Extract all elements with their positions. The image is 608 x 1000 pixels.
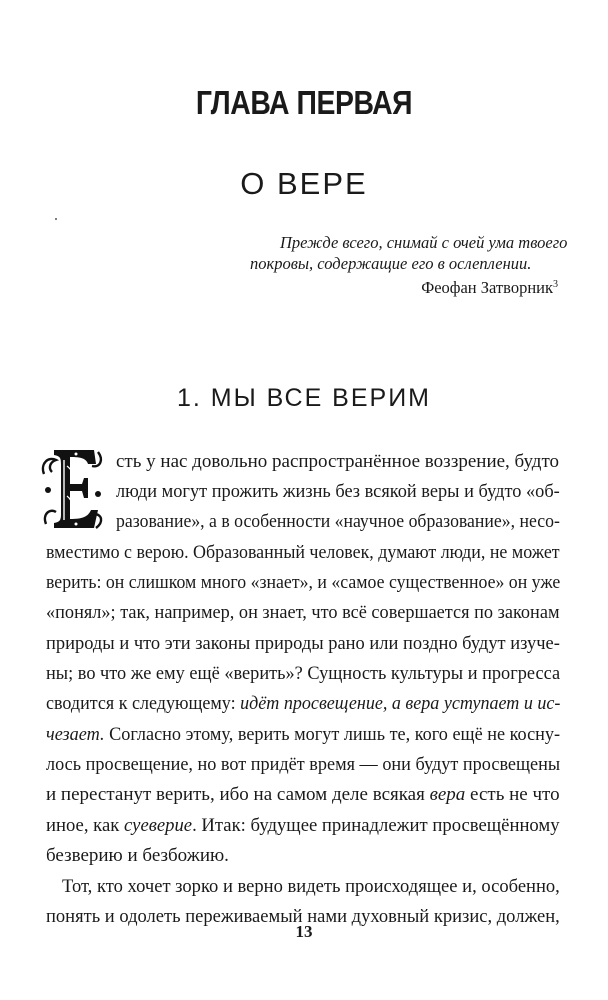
text-line: «понял»; так, например, он знает, что всё совершается по законам xyxy=(46,602,560,623)
text-line xyxy=(46,780,560,810)
text-line: разование», а в особенности «научное образование», несо- xyxy=(116,511,560,532)
print-speck xyxy=(55,218,57,220)
text-run: . Итак: будущее принадлежит просвещённому xyxy=(192,815,560,836)
text-line: Тот, кто хочет зорко и верно видеть происходящее и, особенно, xyxy=(62,876,560,897)
text-run: есть не что xyxy=(465,784,560,805)
text-line xyxy=(46,811,560,841)
epigraph-line-2: покровы, содержащие его в ослеплении. xyxy=(250,254,532,273)
chapter-title: ГЛАВА ПЕРВАЯ xyxy=(195,84,413,121)
italic-run: суеверие xyxy=(123,815,193,836)
footnote-reference: 3 xyxy=(553,279,558,290)
epigraph-line-1: Прежде всего, снимай с очей ума твоего xyxy=(280,233,568,252)
text-line: сть у нас довольно распространённое воззрение, будто xyxy=(116,451,560,472)
text-run: и перестанут верить, ибо на самом деле всякая xyxy=(46,784,430,805)
italic-run: чезает. xyxy=(46,724,105,745)
text-line: вместимо с верою. Образованный человек, думают люди, не может xyxy=(46,542,560,563)
text-run: сводится к следующему: xyxy=(46,693,241,714)
epigraph-author xyxy=(250,274,560,298)
text-line xyxy=(46,689,560,719)
italic-run: идёт просвещение, а вера уступает и ис- xyxy=(240,693,561,714)
text-line: ны; во что же ему ещё «верить»? Сущность культуры и прогресса xyxy=(46,663,561,684)
section-title: 1. МЫ ВСЕ ВЕРИМ xyxy=(176,384,432,412)
epigraph xyxy=(250,232,568,298)
chapter-subject: О ВЕРЕ xyxy=(240,166,368,201)
text-line: понять и одолеть переживаемый нами духовный кризис, должен, xyxy=(46,906,560,927)
text-line: лось просвещение, но вот придёт время — они будут просвещены xyxy=(46,754,561,775)
text-line: люди могут прожить жизнь без всякой веры и будто «об- xyxy=(116,481,560,502)
text-line: верить: он слишком много «знает», и «самое существенное» он уже xyxy=(46,572,561,593)
ornamental-drop-cap xyxy=(38,444,106,532)
text-line: природы и что эти законы природы рано или поздно будут изуче- xyxy=(46,633,560,654)
text-line: безверию и безбожию. xyxy=(46,845,229,866)
epigraph-author-name: Феофан Затворник xyxy=(421,278,553,297)
text-line xyxy=(46,720,560,750)
italic-run: вера xyxy=(429,784,466,805)
page-number: 13 xyxy=(295,922,313,941)
text-run: Согласно этому, верить могут лишь те, кого ещё не косну- xyxy=(104,724,561,745)
text-run: иное, как xyxy=(46,815,124,836)
